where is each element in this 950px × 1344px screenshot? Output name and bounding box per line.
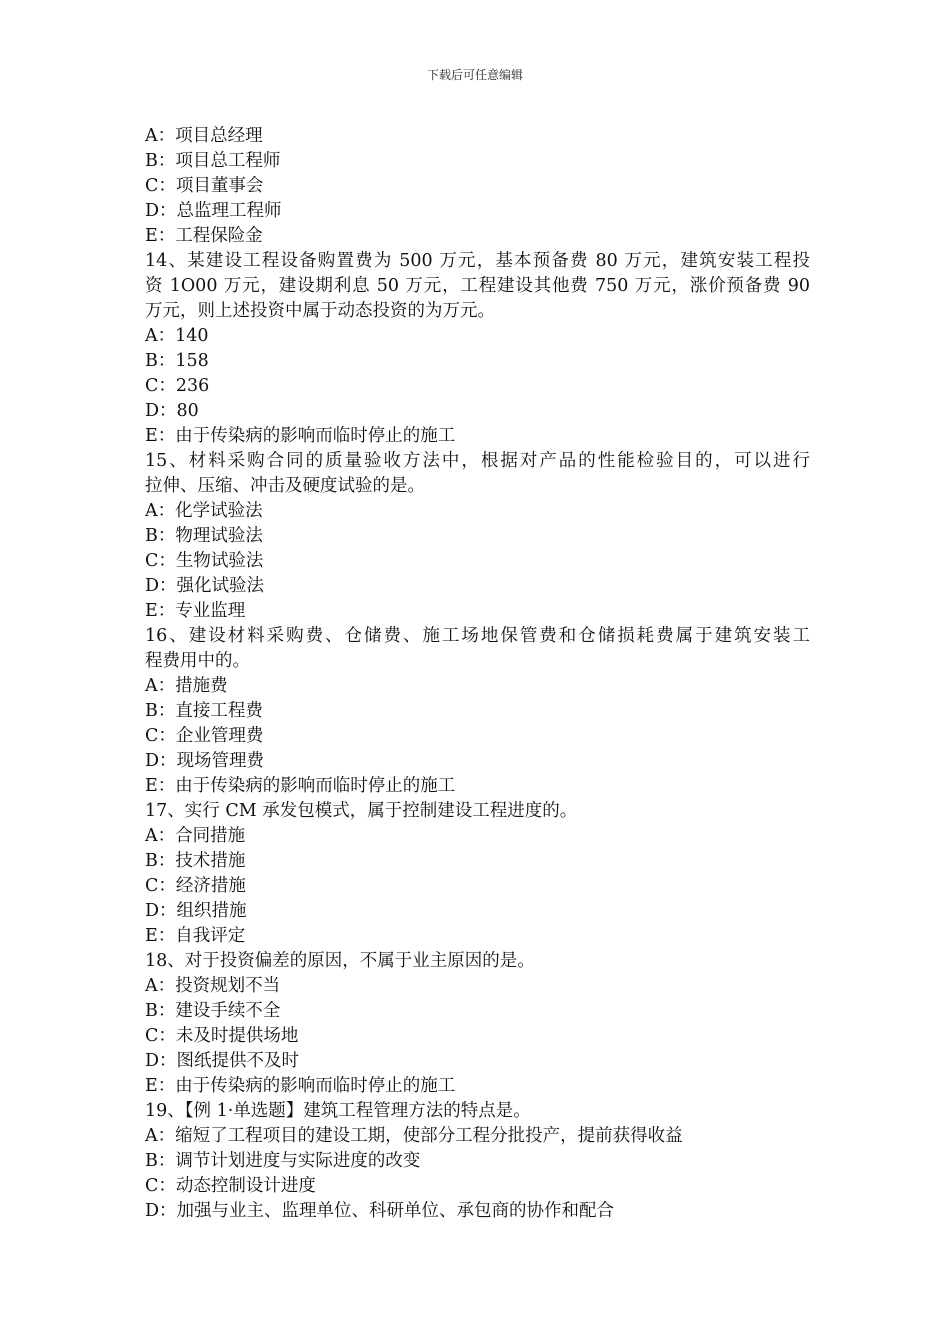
text-line: D：强化试验法 bbox=[145, 576, 265, 596]
text-line: D：图纸提供不及时 bbox=[145, 1051, 300, 1071]
text-line: 万元，则上述投资中属于动态投资的为万元。 bbox=[145, 301, 495, 321]
text-line: C：项目董事会 bbox=[145, 176, 264, 196]
text-line: C：未及时提供场地 bbox=[145, 1026, 299, 1046]
text-line: C：动态控制设计进度 bbox=[145, 1176, 316, 1196]
text-line: C：经济措施 bbox=[145, 876, 246, 896]
text-line: A：化学试验法 bbox=[145, 501, 263, 521]
text-line: 18、对于投资偏差的原因，不属于业主原因的是。 bbox=[145, 951, 535, 971]
text-line: 程费用中的。 bbox=[145, 651, 250, 671]
text-line: B：建设手续不全 bbox=[145, 1001, 281, 1021]
document-body bbox=[145, 124, 810, 1224]
text-line: 19、【例 1·单选题】建筑工程管理方法的特点是。 bbox=[145, 1101, 531, 1121]
text-line: A：项目总经理 bbox=[145, 126, 263, 146]
text-line: E：工程保险金 bbox=[145, 226, 263, 246]
text-line: D：组织措施 bbox=[145, 901, 247, 921]
text-line: E：自我评定 bbox=[145, 926, 246, 946]
text-line: B：158 bbox=[145, 351, 209, 371]
page-header: 下载后可任意编辑 bbox=[426, 68, 523, 82]
text-line: D：总监理工程师 bbox=[145, 201, 282, 221]
text-line: E：专业监理 bbox=[145, 601, 246, 621]
text-line: C：生物试验法 bbox=[145, 551, 264, 571]
text-line: D：现场管理费 bbox=[145, 751, 265, 771]
text-line: B：调节计划进度与实际进度的改变 bbox=[145, 1151, 421, 1171]
text-line: A：措施费 bbox=[145, 676, 228, 696]
text-line: B：直接工程费 bbox=[145, 701, 263, 721]
text-line: D：80 bbox=[145, 401, 199, 421]
text-line: C：企业管理费 bbox=[145, 726, 264, 746]
text-line: B：物理试验法 bbox=[145, 526, 263, 546]
text-line: B：技术措施 bbox=[145, 851, 246, 871]
text-line: E：由于传染病的影响而临时停止的施工 bbox=[145, 1076, 456, 1096]
text-line: 拉伸、压缩、冲击及硬度试验的是。 bbox=[145, 476, 425, 496]
text-line: E：由于传染病的影响而临时停止的施工 bbox=[145, 776, 456, 796]
text-line: C：236 bbox=[145, 376, 210, 396]
text-line: D：加强与业主、监理单位、科研单位、承包商的协作和配合 bbox=[145, 1201, 615, 1221]
text-line: A：合同措施 bbox=[145, 826, 246, 846]
text-line: A：投资规划不当 bbox=[145, 976, 281, 996]
text-line: 15、材料采购合同的质量验收方法中，根据对产品的性能检验目的，可以进行 bbox=[145, 451, 810, 471]
text-line: B：项目总工程师 bbox=[145, 151, 281, 171]
text-line: 16、建设材料采购费、仓储费、施工场地保管费和仓储损耗费属于建筑安装工 bbox=[145, 626, 810, 646]
text-line: E：由于传染病的影响而临时停止的施工 bbox=[145, 426, 456, 446]
text-line: 17、实行 CM 承发包模式，属于控制建设工程进度的。 bbox=[145, 801, 578, 821]
text-line: A：缩短了工程项目的建设工期，使部分工程分批投产，提前获得收益 bbox=[145, 1126, 683, 1146]
text-line: 资 1O00 万元，建设期利息 50 万元，工程建设其他费 750 万元，涨价预备费 90 bbox=[145, 276, 810, 296]
text-line: 14、某建设工程设备购置费为 500 万元，基本预备费 80 万元，建筑安装工程投 bbox=[145, 251, 810, 271]
text-line: A：140 bbox=[145, 326, 209, 346]
